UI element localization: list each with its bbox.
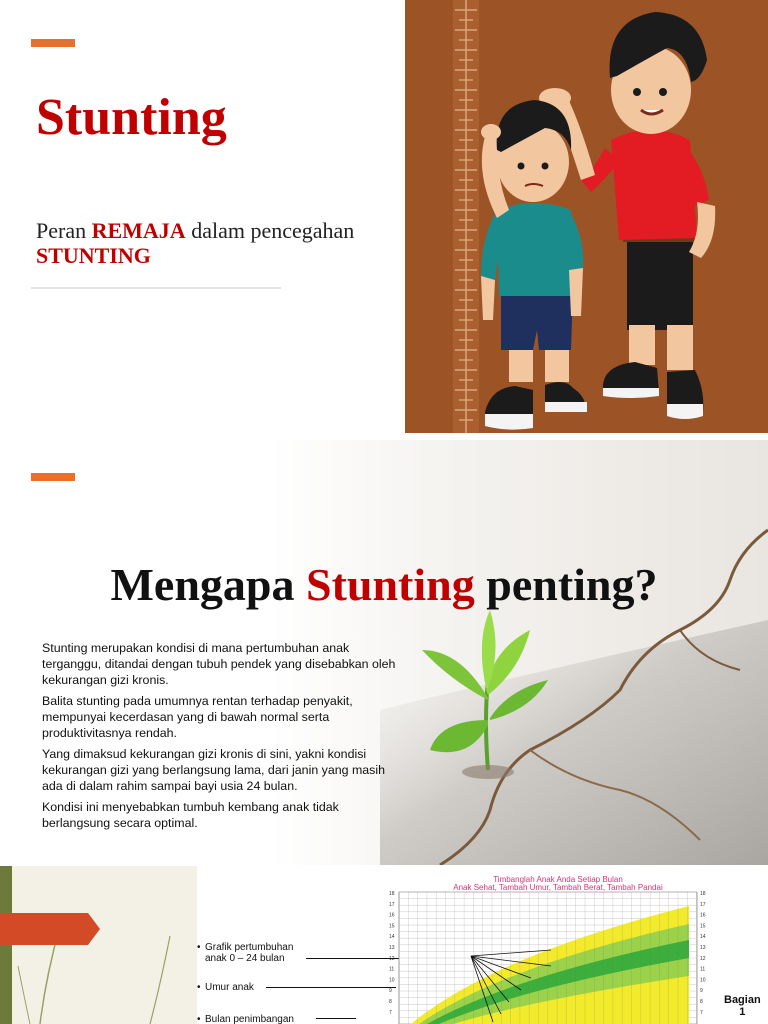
- chart-title-2: Anak Sehat, Tambah Umur, Tambah Berat, Tambah Pandai: [453, 883, 663, 892]
- y-tick-label: 12: [700, 955, 706, 962]
- slide-title: Stunting: [36, 89, 227, 146]
- subtitle-middle: dalam pencegahan: [185, 218, 355, 243]
- paragraph: Yang dimaksud kekurangan gizi kronis di sini, yakni kondisi kekurangan gizi yang berlangsung lama, dari janin yang masih ada di dalam rahim sampai bayi usia 24 bulan.: [42, 747, 386, 793]
- y-tick-label: 18: [700, 891, 706, 897]
- y-tick-label: 15: [389, 923, 395, 930]
- y-tick-label: 14: [389, 934, 395, 941]
- y-tick-label: 8: [700, 999, 703, 1005]
- bullet-umur: • Umur anak: [197, 982, 254, 993]
- y-tick-label: 17: [389, 901, 395, 908]
- slide-title: [0, 558, 768, 611]
- bagian-label: Bagian 1: [724, 994, 761, 1018]
- chart-title-1: Timbanglah Anak Anda Setiap Bulan: [493, 875, 623, 884]
- decorative-panel: [0, 866, 197, 1024]
- y-tick-label: 13: [389, 945, 395, 951]
- title-highlight: Stunting: [305, 559, 475, 610]
- y-tick-label: 7: [389, 1009, 392, 1016]
- y-tick-label: 13: [700, 945, 706, 951]
- y-tick-label: 10: [700, 977, 706, 984]
- slide-subtitle: [36, 218, 396, 268]
- orange-ribbon: [0, 913, 100, 945]
- kms-chart: [383, 866, 723, 1024]
- y-tick-label: 12: [389, 955, 395, 962]
- y-tick-label: 8: [389, 999, 392, 1005]
- y-tick-label: 7: [700, 1009, 703, 1016]
- paragraph: Balita stunting pada umumnya rentan terhadap penyakit, mempunyai kecerdasan yang di bawah normal serta produktivitasnya rendah.: [42, 694, 353, 740]
- pointer-line: [266, 987, 396, 988]
- body-text: [42, 640, 402, 836]
- subtitle-highlight-stunting: STUNTING: [36, 243, 151, 268]
- y-tick-label: 9: [389, 988, 392, 995]
- grass-decoration: [0, 866, 197, 1024]
- y-tick-label: 16: [389, 912, 395, 919]
- slide-kms-growth-chart: [0, 866, 768, 1024]
- y-tick-label: 11: [389, 966, 395, 973]
- title-suffix: penting?: [474, 559, 658, 610]
- paragraph: Kondisi ini menyebabkan tumbuh kembang anak tidak berlangsung secara optimal.: [42, 800, 339, 830]
- accent-bar: [31, 39, 75, 47]
- kms-chart-svg: [383, 866, 723, 1024]
- y-tick-label: 17: [700, 901, 706, 908]
- bullet-grafik: • Grafik pertumbuhan anak 0 – 24 bulan: [197, 942, 294, 964]
- subtitle-highlight-remaja: REMAJA: [91, 218, 186, 243]
- divider: [31, 287, 281, 289]
- slide-mengapa-stunting: [0, 440, 768, 865]
- y-tick-label: 10: [389, 977, 395, 984]
- y-tick-label: 11: [700, 966, 706, 973]
- title-prefix: Mengapa: [110, 559, 306, 610]
- y-tick-label: 18: [389, 891, 395, 897]
- bullet-bulan: • Bulan penimbangan: [197, 1014, 294, 1024]
- paragraph: Stunting merupakan kondisi di mana pertumbuhan anak terganggu, ditandai dengan tubuh pendek yang disebabkan oleh kekurangan gizi kronis.: [42, 641, 396, 687]
- pointer-line: [316, 1018, 356, 1019]
- subtitle-prefix: Peran: [36, 218, 92, 243]
- slide-stunting-title: [0, 0, 768, 433]
- illustration-svg: [405, 0, 768, 433]
- accent-bar: [31, 473, 75, 481]
- y-tick-label: 9: [700, 988, 703, 995]
- children-height-illustration: [405, 0, 768, 433]
- y-tick-label: 15: [700, 923, 706, 930]
- y-tick-label: 16: [700, 912, 706, 919]
- y-tick-label: 14: [700, 934, 706, 941]
